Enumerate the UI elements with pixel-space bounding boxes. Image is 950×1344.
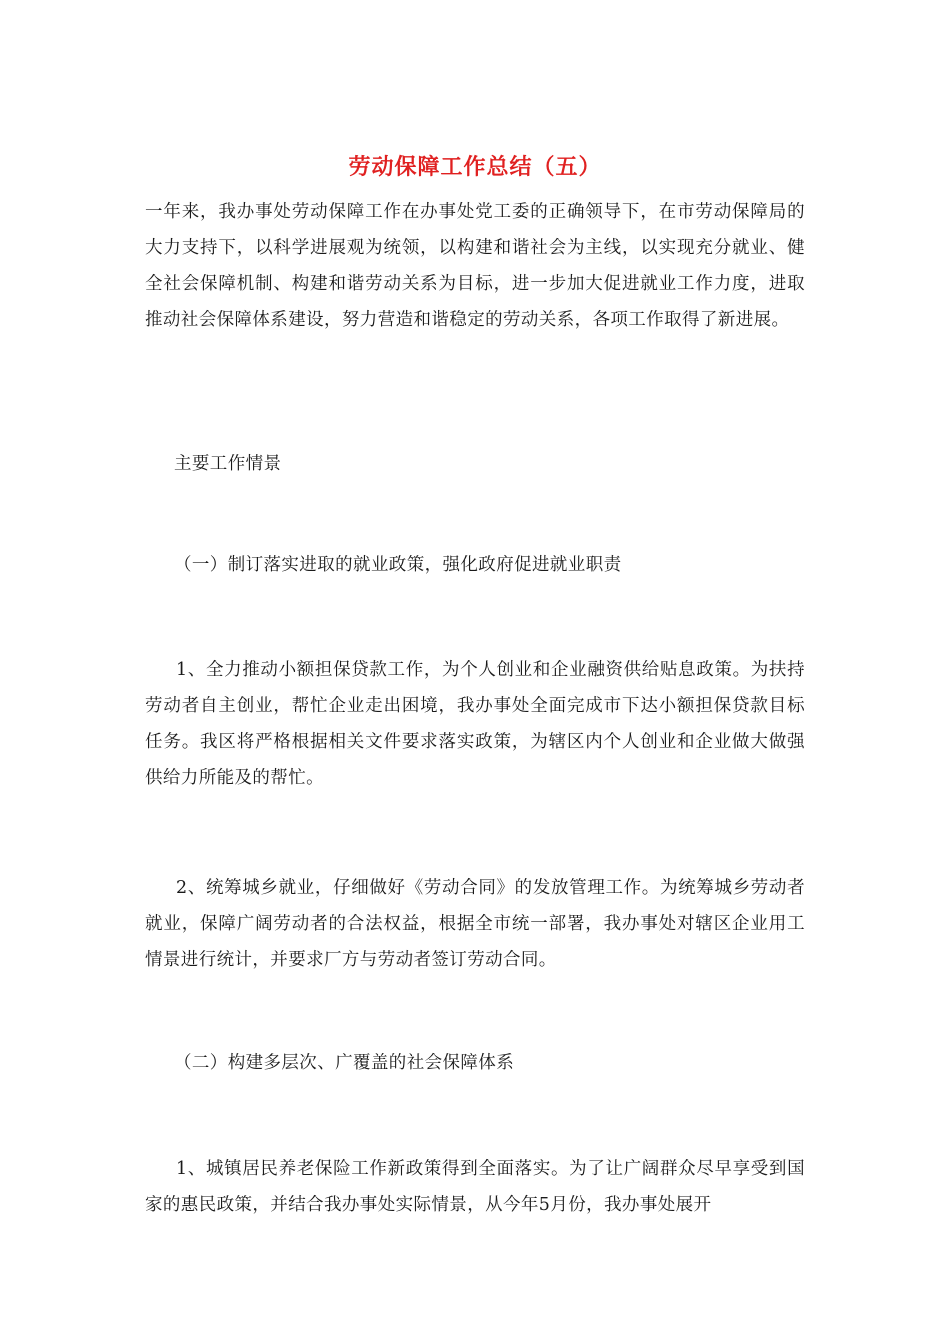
intro-paragraph: 一年来，我办事处劳动保障工作在办事处党工委的正确领导下，在市劳动保障局的大力支持下，以科学进展观为统领，以构建和谐社会为主线，以实现充分就业、健全社会保障机制、构建和谐劳动关系为目标，进一步加大促进就业工作力度，进取推动社会保障体系建设，努力营造和谐稳定的劳动关系，各项工作取得了新进展。 — [145, 202, 805, 330]
main-heading: 主要工作情景 — [174, 454, 282, 474]
section1-heading: （一）制订落实进取的就业政策，强化政府促进就业职责 — [174, 555, 622, 575]
section2-item1-paragraph: 1、城镇居民养老保险工作新政策得到全面落实。为了让广阔群众尽早享受到国家的惠民政策，并结合我办事处实际情景，从今年5月份，我办事处展开 — [145, 1159, 805, 1215]
section1-item2-paragraph: 2、统筹城乡就业，仔细做好《劳动合同》的发放管理工作。为统筹城乡劳动者就业，保障广阔劳动者的合法权益，根据全市统一部署，我办事处对辖区企业用工情景进行统计，并要求厂方与劳动者签订劳动合同。 — [145, 878, 805, 970]
section2-heading: （二）构建多层次、广覆盖的社会保障体系 — [174, 1053, 515, 1073]
document-title: 劳动保障工作总结（五） — [348, 155, 602, 180]
section1-item1-paragraph: 1、全力推动小额担保贷款工作，为个人创业和企业融资供给贴息政策。为扶持劳动者自主创业，帮忙企业走出困境，我办事处全面完成市下达小额担保贷款目标任务。我区将严格根据相关文件要求落实政策，为辖区内个人创业和企业做大做强供给力所能及的帮忙。 — [145, 660, 805, 788]
